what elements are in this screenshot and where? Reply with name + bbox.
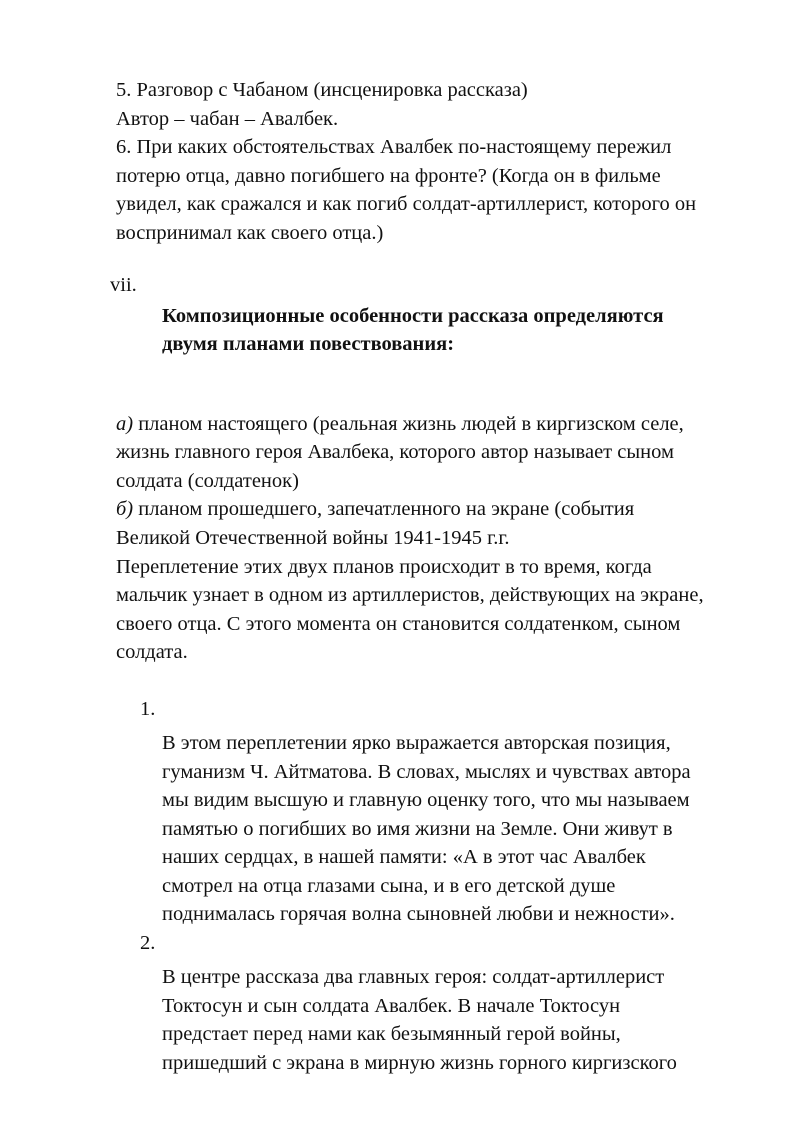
section-6-line: потерю отца, давно погибшего на фронте? (Когда он в фильме [116,164,661,187]
list-item [116,929,756,1077]
plan-b-marker: б) [116,498,134,521]
list-item-line: наших сердцах, в нашей памяти: «А в этот час Авалбек [162,846,646,869]
paragraph-line: своего отца. С этого момента он становится солдатенком, сыном [116,612,681,635]
list-item [116,695,756,929]
list-item-line: смотрел на отца глазами сына, и в его детской душе [162,874,616,897]
plan-a-line: солдата (солдатенок) [116,469,299,492]
section-6 [116,133,756,247]
section-heading [162,302,756,358]
list-item-number: 2. [140,932,156,955]
heading-line: двумя планами повествования: [162,332,455,355]
list-item-line: предстает перед нами как безымянный герой войны, [162,1023,621,1046]
list-item-line: мы видим высшую и главную оценку того, что мы называем [162,789,690,812]
list-item-line: пришедший с экрана в мирную жизнь горного киргизского [162,1051,677,1074]
plan-a-line: жизнь главного героя Авалбека, которого автор называет сыном [116,441,674,464]
list-item-line: В центре рассказа два главных героя: солдат-артиллерист [162,966,665,989]
plan-a-marker: а) [116,412,134,435]
section-5-title: 5. Разговор с Чабаном (инсценировка рассказа) [116,79,528,101]
list-item-line: гуманизм Ч. Айтматова. В словах, мыслях и чувствах автора [162,760,691,783]
plan-a-line [116,410,756,439]
plan-b-line: Великой Отечественной войны 1941-1945 г.г. [116,526,510,549]
section-5 [116,76,756,133]
plan-b-line [116,495,756,524]
numbered-list [116,695,756,1078]
section-6-line: увидел, как сражался и как погиб солдат-артиллерист, которого он [116,193,697,216]
plan-a [116,410,756,496]
list-item-line: памятью о погибших во имя жизни на Земле. Они живут в [162,817,673,840]
plan-b-text: планом прошедшего, запечатленного на экране (события [133,498,635,521]
paragraph-line: Переплетение этих двух планов происходит в то время, когда [116,555,652,578]
list-item-body [162,963,756,1077]
roman-numeral-vii: vii. [110,273,137,296]
list-item-line: Токтосун и сын солдата Авалбек. В начале Токтосун [162,994,621,1017]
section-6-line: 6. При каких обстоятельствах Авалбек по-настоящему пережил [116,136,672,159]
plan-a-text: планом настоящего (реальная жизнь людей в киргизском селе, [133,412,684,435]
paragraph-line: солдата. [116,641,188,664]
heading-line: Композиционные особенности рассказа определяются [162,304,664,327]
plan-b [116,495,756,552]
paragraph-line: мальчик узнает в одном из артиллеристов, действующих на экране, [116,584,704,607]
interweaving-paragraph [116,553,756,667]
document-page [110,76,756,1077]
list-item-line: поднималась горячая волна сыновней любви и нежности». [162,903,675,926]
list-item-line: В этом переплетении ярко выражается авторская позиция, [162,731,671,754]
list-item-number: 1. [140,697,156,720]
section-vii [110,268,756,358]
section-5-roles: Автор – чабан – Авалбек. [116,107,339,130]
list-item-body [162,729,756,929]
section-6-line: воспринимал как своего отца.) [116,221,384,244]
